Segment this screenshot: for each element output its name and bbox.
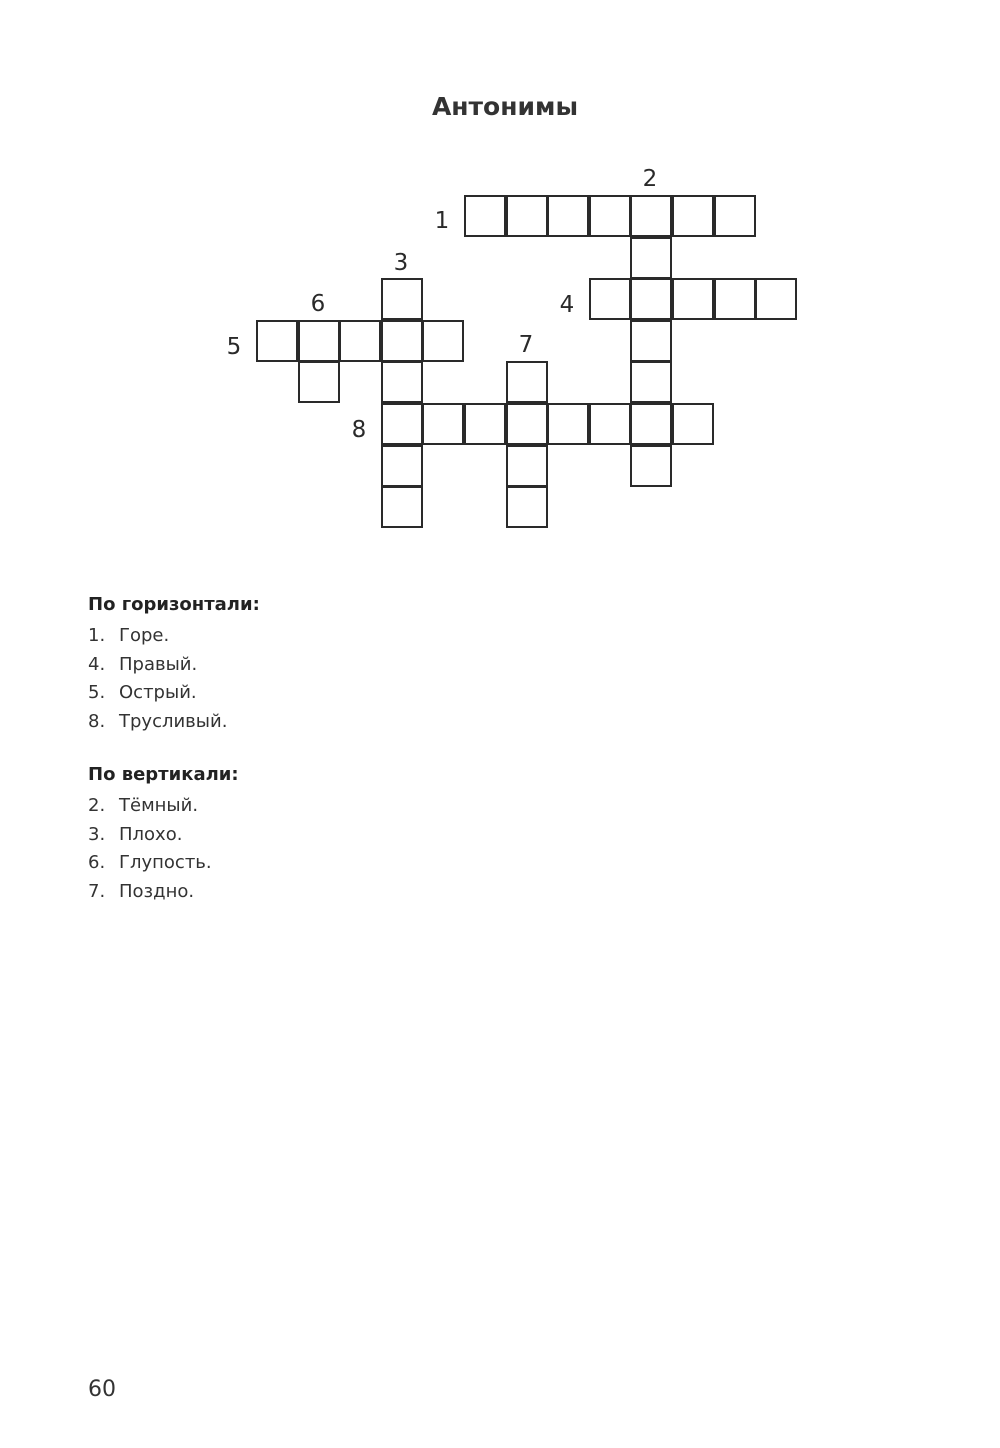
crossword-cell[interactable] (630, 320, 672, 362)
crossword-cell[interactable] (256, 320, 298, 362)
page-number: 60 (88, 1377, 116, 1402)
crossword-cell[interactable] (464, 195, 506, 237)
crossword-cell[interactable] (506, 195, 548, 237)
crossword-cell[interactable] (298, 320, 340, 362)
clue-item-text: Острый. (119, 682, 197, 703)
crossword-cell[interactable] (630, 237, 672, 279)
crossword-cell[interactable] (422, 320, 464, 362)
crossword-cell[interactable] (381, 278, 423, 320)
crossword-cell[interactable] (381, 445, 423, 487)
crossword-cell[interactable] (672, 278, 714, 320)
crossword-cell[interactable] (630, 278, 672, 320)
clue-number-4: 4 (559, 292, 575, 318)
clue-item-text: Трусливый. (119, 710, 228, 732)
crossword-cell[interactable] (547, 403, 589, 445)
down-clues (88, 762, 239, 906)
crossword-cell[interactable] (672, 195, 714, 237)
clue-item-text: Плохо. (119, 823, 183, 845)
clue-number-5: 5 (226, 334, 242, 360)
down-heading: По вертикали: (88, 764, 239, 785)
clue-item (88, 679, 260, 708)
clue-item-text: Поздно. (119, 880, 195, 902)
across-clues (88, 592, 260, 736)
crossword-cell[interactable] (381, 361, 423, 403)
clue-number-1: 1 (434, 208, 450, 234)
clue-number-6: 6 (310, 291, 326, 317)
clue-item (88, 708, 260, 737)
crossword-cell[interactable] (506, 445, 548, 487)
crossword-cell[interactable] (506, 361, 548, 403)
clue-number-8: 8 (351, 417, 367, 443)
clue-item-text: Тёмный. (119, 795, 199, 816)
clue-item-text: Правый. (119, 653, 198, 675)
crossword-cell[interactable] (630, 445, 672, 487)
crossword-cell[interactable] (381, 320, 423, 362)
clue-item-text: Глупость. (119, 852, 212, 873)
clue-item-number: 1. (88, 625, 106, 646)
clue-item (88, 792, 239, 821)
crossword-cell[interactable] (422, 403, 464, 445)
clue-item (88, 821, 239, 850)
crossword-cell[interactable] (381, 486, 423, 528)
crossword-grid (0, 0, 1000, 560)
clue-item-number: 8. (88, 710, 106, 732)
clue-item-number: 2. (88, 795, 106, 816)
crossword-cell[interactable] (672, 403, 714, 445)
crossword-cell[interactable] (630, 361, 672, 403)
crossword-cell[interactable] (464, 403, 506, 445)
clue-number-7: 7 (518, 332, 534, 358)
clue-number-3: 3 (393, 250, 409, 276)
crossword-cell[interactable] (506, 486, 548, 528)
clue-item (88, 622, 260, 651)
crossword-cell[interactable] (339, 320, 381, 362)
crossword-cell[interactable] (589, 403, 631, 445)
crossword-cell[interactable] (298, 361, 340, 403)
page-title: Антонимы (431, 92, 579, 121)
crossword-cell[interactable] (547, 195, 589, 237)
clue-item-text: Горе. (119, 625, 170, 646)
clue-item-number: 7. (88, 880, 106, 902)
across-heading: По горизонтали: (88, 594, 260, 615)
crossword-cell[interactable] (589, 278, 631, 320)
crossword-cell[interactable] (630, 195, 672, 237)
clue-item-number: 3. (88, 823, 106, 845)
crossword-cell[interactable] (714, 195, 756, 237)
clue-item (88, 849, 239, 878)
crossword-cell[interactable] (506, 403, 548, 445)
clue-item-number: 4. (88, 653, 106, 675)
crossword-cell[interactable] (630, 403, 672, 445)
clue-item-number: 5. (88, 682, 106, 703)
crossword-cell[interactable] (755, 278, 797, 320)
clue-item-number: 6. (88, 852, 106, 873)
clue-item (88, 651, 260, 680)
clue-number-2: 2 (642, 166, 658, 192)
crossword-cell[interactable] (589, 195, 631, 237)
crossword-cell[interactable] (714, 278, 756, 320)
clue-item (88, 878, 239, 907)
crossword-cell[interactable] (381, 403, 423, 445)
